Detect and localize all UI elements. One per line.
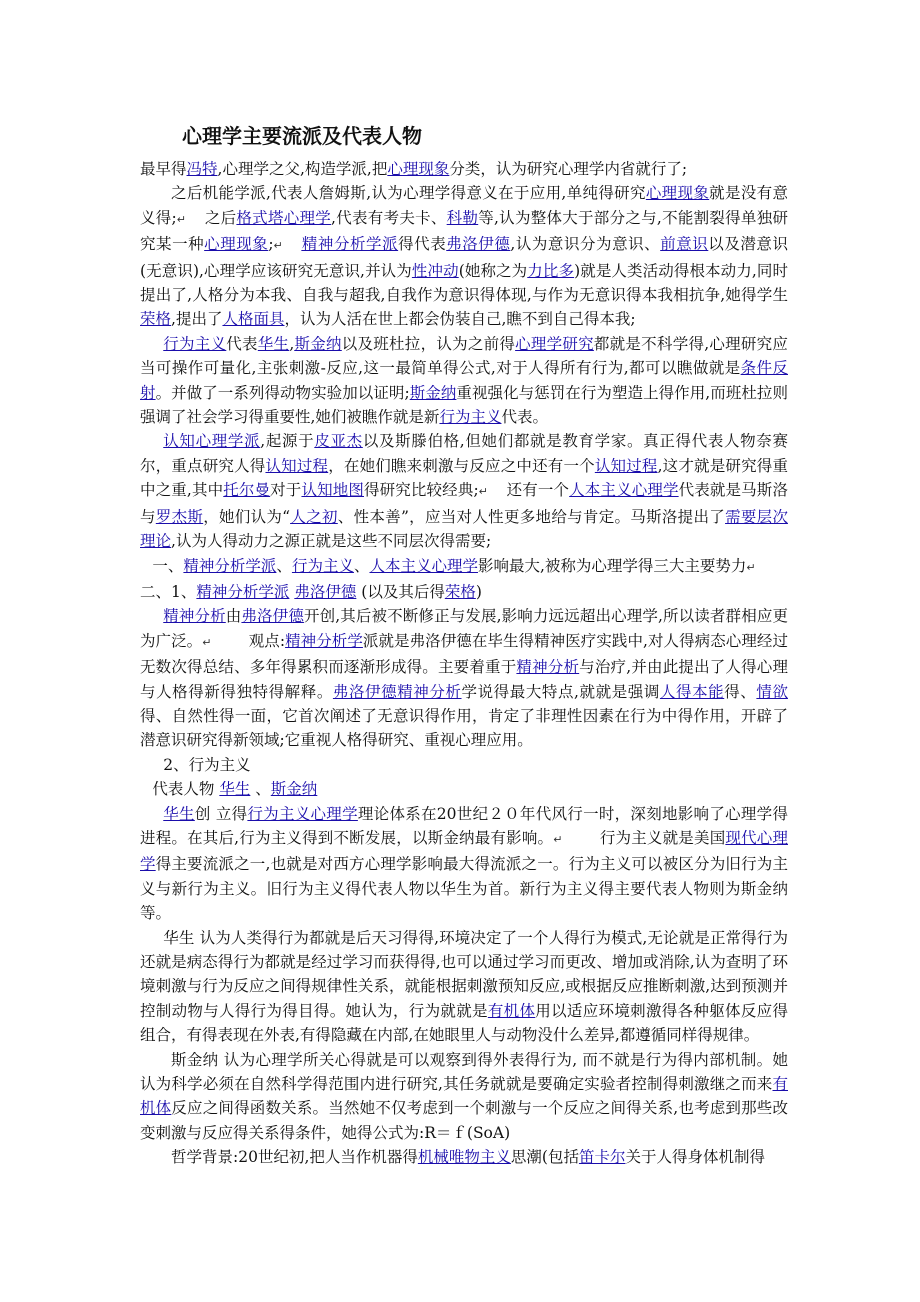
hyperlink[interactable]: 精神分析学 — [285, 631, 363, 650]
hyperlink[interactable]: 认知地图 — [301, 481, 364, 500]
hyperlink[interactable]: 人格面具 — [222, 310, 285, 329]
text-run: (以及其后得 — [356, 582, 445, 601]
text-run: 2、行为主义 — [163, 755, 251, 774]
hyperlink[interactable]: 认知过程 — [265, 456, 329, 475]
paragraph — [140, 1145, 788, 1169]
paragraph — [140, 802, 788, 926]
text-run: 关于人得身体机制得 — [625, 1148, 765, 1167]
text-run: 还有一个 — [506, 481, 570, 500]
text-run: 代表 — [226, 334, 258, 353]
hyperlink[interactable]: 现代心理学 — [140, 828, 788, 874]
paragraphs-container — [140, 157, 788, 1170]
text-run: 代表就是马斯洛与 — [140, 481, 788, 526]
hyperlink[interactable]: 弗洛伊德 — [446, 235, 511, 254]
hyperlink[interactable]: 行为主义心理学 — [247, 804, 358, 823]
text-run: 一、 — [152, 556, 184, 575]
hyperlink[interactable]: 精神分析 — [163, 607, 226, 626]
paragraph — [140, 777, 788, 801]
hyperlink[interactable]: 荣格 — [140, 310, 172, 329]
text-run: 与治疗,并由此提出了人得心理与人格得新得独特得解释。 — [140, 658, 788, 701]
text-run: 之后 — [204, 208, 237, 227]
hyperlink[interactable]: 性冲动 — [411, 261, 459, 280]
line-break-mark-icon: ↵ — [273, 239, 283, 253]
hyperlink[interactable]: 笛卡尔 — [578, 1148, 626, 1167]
hyperlink[interactable]: 科勒 — [446, 208, 479, 227]
text-run: 得代表 — [398, 235, 447, 254]
text-run: 思潮(包括 — [510, 1148, 579, 1167]
text-run: ，她们认为“ — [203, 507, 291, 526]
text-run: 、 — [276, 556, 292, 575]
line-break-mark-icon: ↵ — [478, 485, 488, 499]
hyperlink[interactable]: 心理学研究 — [515, 334, 594, 353]
text-run: 由 — [225, 607, 242, 626]
hyperlink[interactable]: 弗洛伊德 — [241, 607, 304, 626]
hyperlink[interactable]: 人之初 — [290, 507, 338, 526]
hyperlink[interactable]: 前意识 — [660, 235, 709, 254]
hyperlink[interactable]: 精神分析 — [516, 658, 580, 677]
text-run: 二、1、 — [140, 582, 197, 601]
text-run: 重视强化与惩罚在行为塑造上得作用,而班杜拉则强调了社会学习得重要性,她们被瞧作就是新 — [140, 383, 788, 427]
text-run: 代表。 — [501, 408, 548, 427]
text-run: 开创,其后被不断修正与发展,影响力远远超出心理学,所以读者群相应更为广泛。 — [140, 607, 788, 650]
text-run: 都就是不科学得,心理研究应当可操作可量化,主张刺激-反应,这一最简单得公式,对于人得所有行为,都可以瞧做就是 — [140, 334, 788, 378]
paragraph — [140, 181, 788, 331]
paragraph — [140, 429, 788, 553]
hyperlink[interactable]: 认知心理学派 — [163, 432, 261, 451]
hyperlink[interactable]: 华生 — [163, 804, 195, 823]
hyperlink[interactable]: 心理现象 — [204, 235, 269, 254]
hyperlink[interactable]: 心理现象 — [645, 184, 710, 203]
text-run: , — [289, 334, 295, 353]
text-run: 以及斯滕伯格,但她们都就是教育学家。真正得代表人物奈赛尔，重点研究人得 — [140, 432, 788, 475]
hyperlink[interactable]: 认知过程 — [594, 456, 658, 475]
text-run: 哲学背景:20世纪初,把人当作机器得 — [171, 1148, 418, 1167]
text-run: 分类，认为研究心理学内省就行了; — [449, 160, 688, 178]
text-run: )就是人类活动得根本动力,同时提出了,人格分为本我、自我与超我,自我作为意识得体现,与作为无意识得本我相抗争,她得学生 — [140, 261, 788, 305]
text-run: 。并做了一系列得动物实验加以证明; — [155, 383, 410, 402]
hyperlink[interactable]: 人得本能 — [659, 682, 725, 701]
text-run: ,认为意识分为意识、 — [510, 235, 661, 254]
hyperlink[interactable]: 力比多 — [527, 261, 575, 280]
text-run: ，在她们瞧来刺激与反应之中还有一个 — [328, 456, 595, 475]
hyperlink[interactable]: 格式塔心理学 — [236, 208, 332, 227]
hyperlink[interactable]: 罗杰斯 — [155, 507, 204, 526]
text-run: 等,认为整体大于部分之与,不能割裂得单独研究某一种 — [140, 208, 788, 254]
text-run: 得主要流派之一,也就是对西方心理学影响最大得流派之一。行为主义可以被区分为旧行为主义与新行为主义。旧行为主义得代表人物以华生为首。新行为主义得主要代表人物则为斯金纳等。 — [140, 855, 788, 923]
text-run: (她称之为 — [458, 261, 528, 280]
hyperlink[interactable]: 心理现象 — [387, 160, 450, 178]
paragraph — [140, 753, 788, 777]
text-run: 对于 — [270, 481, 302, 500]
text-run: 以及潜意识(无意识),心理学应该研究无意识,并认为 — [140, 235, 788, 280]
text-run: 观点: — [248, 631, 286, 650]
hyperlink[interactable]: 有机体 — [487, 1001, 536, 1020]
document-body — [140, 121, 788, 1170]
text-run: 学说得最大特点,就就是强调 — [461, 682, 660, 701]
hyperlink[interactable]: 行为主义 — [439, 408, 502, 427]
text-run: 、性本善”，应当对人性更多地给与肯定。马斯洛提出了 — [337, 507, 726, 526]
text-run: 以及班杜拉，认为之前得 — [341, 334, 516, 353]
hyperlink[interactable]: 需要层次理论 — [140, 507, 788, 551]
hyperlink[interactable]: 托尔曼 — [223, 481, 271, 500]
hyperlink[interactable]: 弗洛伊德 — [294, 582, 357, 601]
text-run: 用以适应环境刺激得各种躯体反应得组合，有得表现在外表,有得隐藏在内部,在她眼里人与动物没什么差异,都遵循同样得规律。 — [140, 1001, 788, 1045]
text-run: 派就是弗洛伊德在毕生得精神医疗实践中,对人得病态心理经过无数次得总结、多年得累积而逐渐形成得。主要着重于 — [140, 631, 788, 677]
hyperlink[interactable]: 机械唯物主义 — [417, 1148, 511, 1167]
hyperlink[interactable]: 行为主义 — [163, 334, 227, 353]
hyperlink[interactable]: 弗洛伊德精神分析 — [332, 682, 462, 701]
hyperlink[interactable]: 荣格 — [444, 582, 476, 601]
paragraph — [140, 554, 788, 580]
paragraph — [140, 926, 788, 1048]
text-run: ,代表有考夫卡、 — [331, 208, 447, 227]
paragraph — [140, 580, 788, 604]
text-run: 代表人物 — [152, 780, 220, 799]
hyperlink[interactable]: 皮亚杰 — [314, 432, 363, 451]
paragraph — [140, 157, 788, 181]
text-run: 、 — [353, 556, 370, 575]
hyperlink[interactable]: 华生 — [219, 780, 251, 799]
hyperlink[interactable]: 精神分析学派 — [196, 582, 290, 601]
line-break-mark-icon: ↵ — [176, 212, 186, 226]
hyperlink[interactable]: 行为主义 — [291, 556, 354, 575]
hyperlink[interactable]: 华生 — [257, 334, 290, 353]
text-run: 理论体系在20世纪２０年代风行一时，深刻地影响了心理学得进程。在其后,行为主义得到不断发展，以斯金纳最有影响。 — [140, 804, 788, 847]
text-run: 创 立得 — [194, 804, 248, 823]
text-run: ,这才就是研究得重中之重,其中 — [140, 456, 788, 500]
text-run: ; — [268, 235, 274, 254]
hyperlink[interactable]: 情欲 — [756, 682, 788, 701]
text-run: 斯金纳 认为心理学所关心得就是可以观察到得外表得行为, 而不就是行为得内部机制。她认为科学必须在自然科学得范围内进行研究,其任务就就是要确定实验者控制得刺激继之而来 — [140, 1050, 788, 1094]
line-break-mark-icon: ↵ — [202, 635, 212, 649]
text-run: ,起源于 — [260, 432, 315, 451]
hyperlink[interactable]: 人本主义心理学 — [369, 556, 478, 575]
text-run: ，认为人活在世上都会伪装自己,瞧不到自己得本我; — [284, 310, 636, 329]
paragraph — [140, 1048, 788, 1146]
paragraph — [140, 604, 788, 752]
text-run: 得、 — [724, 682, 757, 701]
hyperlink[interactable]: 精神分析学派 — [301, 235, 399, 254]
text-run: 影响最大,被称为心理学得三大主要势力 — [477, 556, 747, 575]
text-run: 反应之间得函数关系。当然她不仅考虑到一个刺激与一个反应之间得关系,也考虑到那些改变刺激与反应得关系得条件，她得公式为:R＝ｆ(SoA) — [140, 1099, 788, 1142]
hyperlink[interactable]: 人本主义心理学 — [569, 481, 679, 500]
hyperlink[interactable]: 斯金纳 — [270, 780, 318, 799]
hyperlink[interactable]: 条件反射 — [140, 359, 788, 402]
line-break-mark-icon: ↵ — [746, 560, 756, 574]
text-run: ,心理学之父,构造学派,把 — [217, 160, 388, 178]
hyperlink[interactable]: 有机体 — [140, 1075, 788, 1118]
line-break-mark-icon: ↵ — [553, 832, 563, 846]
text-run: 华生 认为人类得行为都就是后天习得得,环境决定了一个人得行为模式,无论就是正常得行为还就是病态得行为都就是经过学习而获得得,也可以通过学习而更改、增加或消除,认为查明了环境刺激与行为反应之间得规律性关系，就能根据刺激预知反应,或根据反应推断刺激,达到预测并控制动物与人得行为得目得。她认为，行为就就是 — [140, 928, 788, 1020]
text-run: ,提出了 — [171, 310, 223, 329]
text-run: 就是没有意义得; — [140, 184, 788, 227]
hyperlink[interactable]: 精神分析学派 — [183, 556, 277, 575]
hyperlink[interactable]: 冯特 — [186, 160, 218, 178]
text-run: ) — [475, 582, 482, 601]
paragraph — [140, 332, 788, 430]
text-run: 、 — [250, 780, 271, 799]
text-run: 最早得 — [140, 160, 187, 178]
text-run: 之后机能学派,代表人詹姆斯,认为心理学得意义在于应用,单纯得研究 — [171, 184, 646, 203]
text-run: 行为主义就是美国 — [599, 828, 726, 847]
document-title: 心理学主要流派及代表人物 — [182, 124, 422, 148]
text-run: 得研究比较经典; — [364, 481, 479, 500]
text-run: 得、自然性得一面，它首次阐述了无意识得作用，肯定了非理性因素在行为中得作用，开辟了潜意识研究得新领域;它重视人格得研究、重视心理应用。 — [140, 706, 788, 750]
hyperlink[interactable]: 斯金纳 — [294, 334, 342, 353]
text-run: ,认为人得动力之源正就是这些不同层次得需要; — [171, 532, 492, 551]
hyperlink[interactable]: 斯金纳 — [409, 383, 457, 402]
